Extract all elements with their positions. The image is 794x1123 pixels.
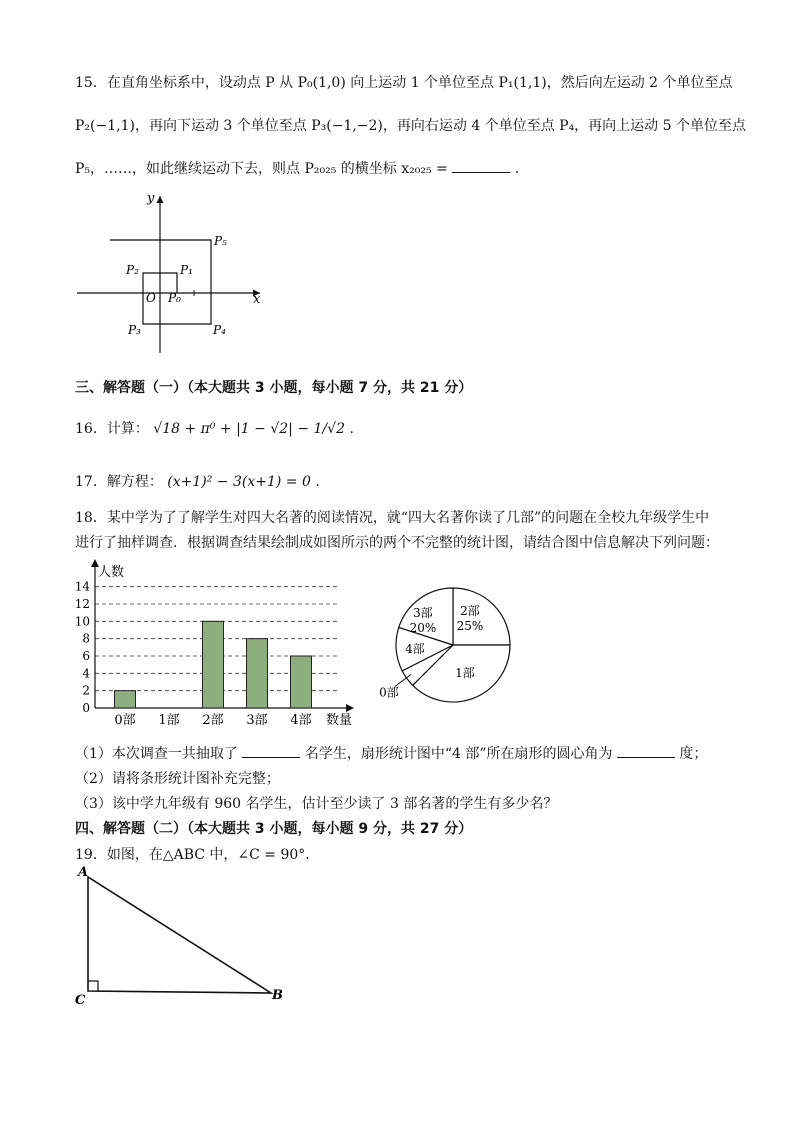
q18-line1: 18．某中学为了了解学生对四大名著的阅读情况，就“四大名著你读了几部”的问题在全校九年级学生中: [75, 510, 710, 526]
q16-end: .: [349, 421, 354, 437]
q15-line2: P₂(−1,1)，再向下运动 3 个单位至点 P₃(−1,−2)，再向右运动 4 个单位至点 P₄，再向上运动 5 个单位至点: [75, 118, 746, 134]
y-tick-label: 14: [74, 579, 90, 594]
section-4-heading: 四、解答题（二）（本大题共 3 小题，每小题 9 分，共 27 分）: [75, 821, 473, 837]
y-tick-label: 12: [74, 597, 90, 611]
x-tick-label: 2部: [202, 713, 224, 728]
pie-chart: [378, 585, 518, 710]
q18-sub2: （2）请将条形统计图补充完整；: [75, 771, 280, 787]
p2-label: P₂: [126, 263, 139, 277]
vertex-a-label: A: [78, 865, 89, 880]
bar-4部: [291, 656, 312, 708]
bar-3部: [247, 639, 268, 708]
q17: [75, 471, 320, 491]
x-tick-label: 4部: [290, 713, 312, 728]
q18-angle-blank[interactable]: [617, 745, 675, 758]
q18-line2: 进行了抽样调查．根据调查结果绘制成如图所示的两个不完整的统计图，请结合图中信息解决下列问题：: [75, 535, 719, 551]
bar-chart: [70, 558, 370, 730]
p1-label: P₁: [180, 263, 193, 277]
y-tick-label: 0: [82, 701, 90, 715]
q18-sub1-mid: 名学生，扇形统计图中“4 部”所在扇形的圆心角为: [304, 746, 613, 762]
q19-line: 19．如图，在△ABC 中，∠C = 90°．: [75, 847, 320, 863]
q16-expression: √18 + π⁰ + |1 − √2| − 1/√2: [153, 421, 345, 437]
q15-line3-text: P₅，……，如此继续运动下去，则点 P₂₀₂₅ 的横坐标 x₂₀₂₅ =: [75, 161, 448, 177]
pie-label: 3部: [413, 606, 433, 620]
y-tick-label: 2: [82, 683, 90, 698]
vertex-c-label: C: [75, 993, 86, 1008]
pie-percent-label: 20%: [409, 621, 437, 635]
x-label: x: [253, 292, 261, 307]
spiral-path: [143, 240, 211, 324]
q17-end: .: [315, 474, 320, 490]
origin-label: O: [146, 291, 156, 305]
q16: [75, 418, 354, 438]
section-3-heading: 三、解答题（一）（本大题共 3 小题，每小题 7 分，共 21 分）: [75, 380, 473, 396]
pie-label: 4部: [405, 642, 425, 656]
right-angle-mark: [88, 981, 98, 991]
q17-equation: (x+1)² − 3(x+1) = 0: [167, 474, 311, 490]
q18-count-blank[interactable]: [242, 745, 300, 758]
p5-label: P₅: [214, 234, 227, 248]
x-axis-arrow: [346, 704, 354, 712]
q18-sub1-end: 度；: [679, 746, 708, 762]
pie-label: 0部: [379, 685, 399, 700]
vertex-b-label: B: [272, 988, 283, 1003]
p0-label: P₀: [168, 291, 181, 305]
pie-percent-label: 25%: [456, 619, 484, 633]
x-tick-label: 0部: [114, 713, 136, 728]
q15-line3-end: .: [514, 161, 520, 177]
y-tick-label: 6: [82, 649, 90, 663]
x-tick-label: 3部: [246, 713, 268, 728]
q18-sub1: [75, 743, 707, 763]
x-axis-title: 数量: [326, 713, 353, 728]
q16-label: 16．计算：: [75, 421, 149, 437]
y-label: y: [147, 191, 155, 206]
y-tick-label: 8: [82, 631, 90, 646]
q15-coordinate-figure: [70, 188, 270, 360]
y-axis-title: 人数: [98, 565, 125, 580]
q15-line1: 15．在直角坐标系中，设动点 P 从 P₀(1,0) 向上运动 1 个单位至点 P₁(1,1)，然后向左运动 2 个单位至点: [75, 75, 733, 91]
q18-sub1-text: （1）本次调查一共抽取了: [75, 746, 238, 762]
pie-label: 1部: [455, 666, 475, 680]
triangle-abc: [88, 877, 271, 993]
q17-label: 17．解方程：: [75, 474, 163, 490]
q15-line3: [75, 158, 519, 178]
p4-label: P₄: [213, 323, 226, 337]
bar-0部: [115, 691, 136, 708]
y-tick-label: 4: [82, 666, 90, 681]
bar-2部: [203, 621, 224, 708]
p3-label: P₃: [128, 323, 141, 337]
q19-triangle-figure: [70, 862, 290, 1012]
q18-sub3: （3）该中学九年级有 960 名学生，估计至少读了 3 部名著的学生有多少名？: [75, 796, 558, 812]
pie-label: 2部: [460, 604, 480, 618]
y-tick-label: 10: [74, 614, 90, 629]
q15-answer-blank[interactable]: [452, 160, 510, 173]
x-tick-label: 1部: [158, 713, 180, 728]
